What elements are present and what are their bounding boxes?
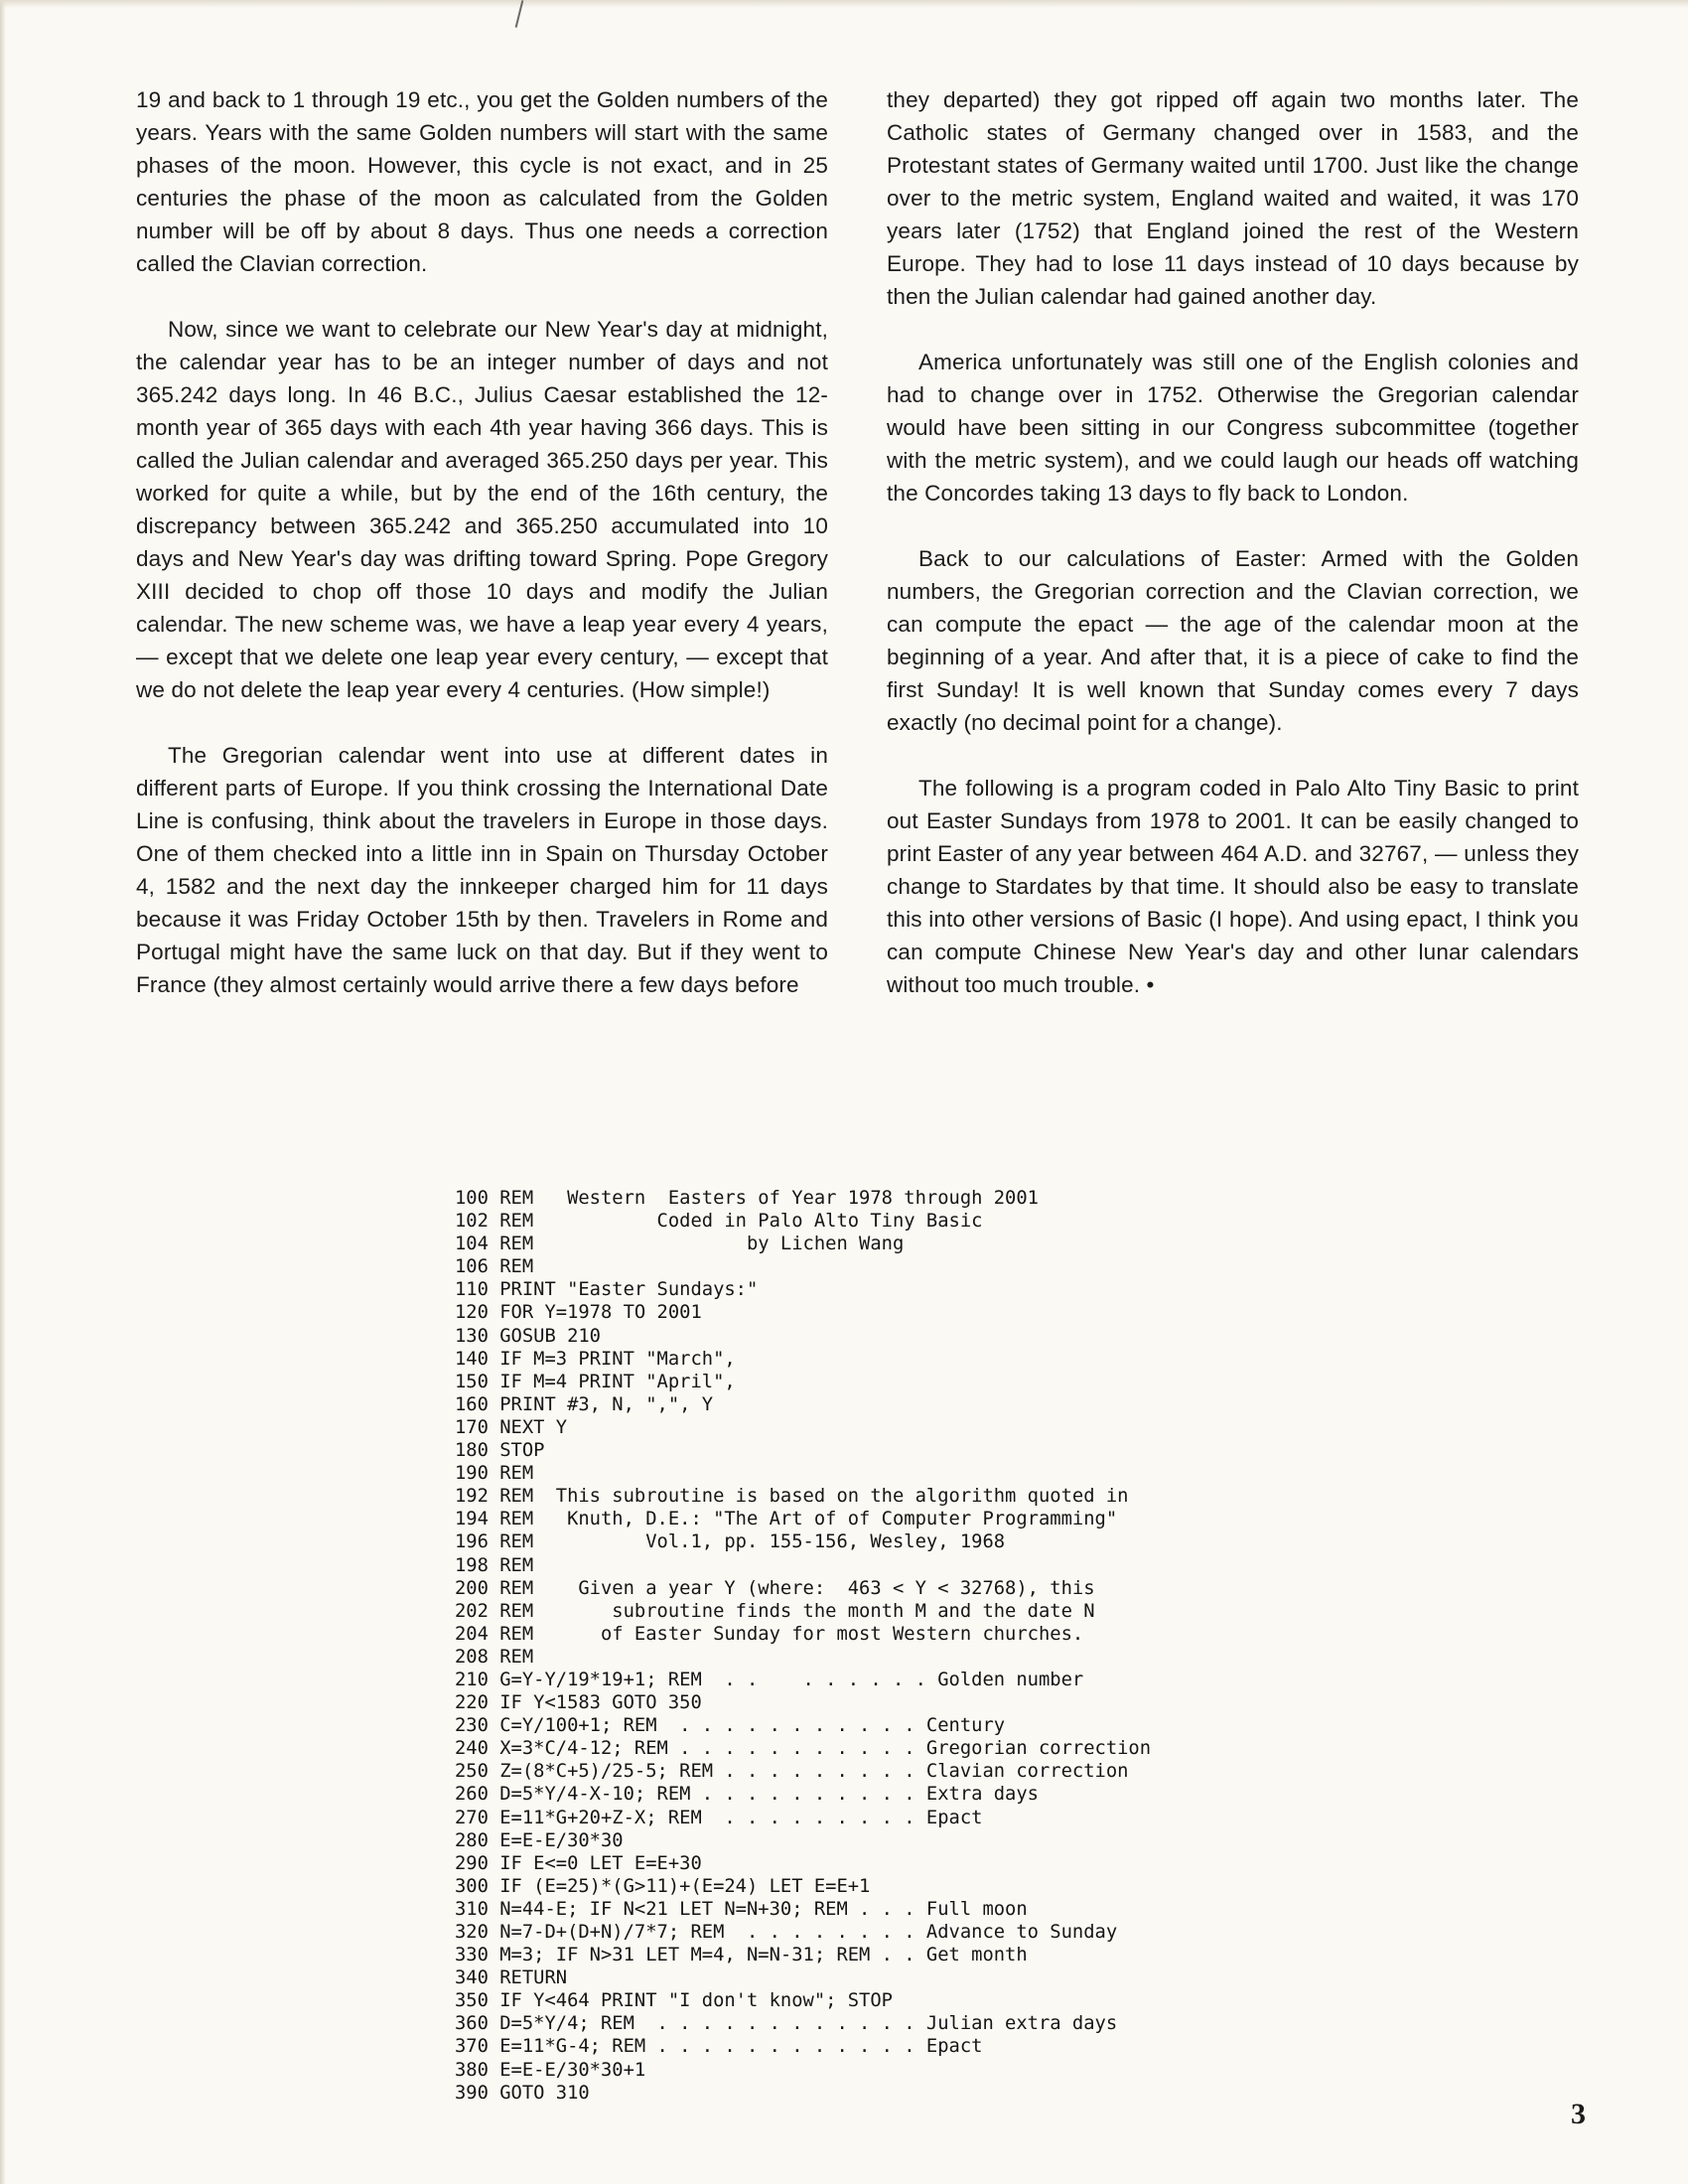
code-line: 340 RETURN: [455, 1967, 568, 1989]
code-line: 110 PRINT "Easter Sundays:": [455, 1279, 759, 1301]
page-top-shadow: [0, 0, 1688, 8]
page-number: 3: [1571, 2098, 1586, 2130]
code-line: 270 E=11*G+20+Z-X; REM . . . . . . . . . Epact: [455, 1807, 983, 1828]
code-line: 104 REM by Lichen Wang: [455, 1234, 905, 1255]
left-paragraph-2: Now, since we want to celebrate our New Year's day at midnight, the calendar year has to be an integer number of days and not 365.242 days long. In 46 B.C., Julius Caesar established the 12-month year of 365 days with each 4th year having 366 days. This is called the Julian calendar and averaged 365.250 days per year. This worked for quite a while, but by the end of the 16th century, the discrepancy between 365.242 and 365.250 accumulated into 10 days and New Year's day was drifting toward Spring. Pope Gregory XIII decided to chop off those 10 days and modify the Julian calendar. The new scheme was, we have a leap year every 4 years, — except that we delete one leap year every century, — except that we do not delete the leap year every 4 centuries. (How simple!): [136, 317, 828, 702]
code-line: 240 X=3*C/4-12; REM . . . . . . . . . . . Gregorian correction: [455, 1738, 1152, 1760]
page-edge-shadow: [0, 0, 6, 2184]
basic-program-listing: [455, 1187, 1348, 2105]
left-text-column: [136, 83, 828, 1034]
code-line: 260 D=5*Y/4-X-10; REM . . . . . . . . . . Extra days: [455, 1784, 1039, 1806]
code-line: 170 NEXT Y: [455, 1416, 568, 1438]
code-line: 106 REM: [455, 1256, 534, 1278]
code-line: 102 REM Coded in Palo Alto Tiny Basic: [455, 1211, 983, 1233]
code-line: 150 IF M=4 PRINT "April",: [455, 1371, 736, 1392]
code-line: 360 D=5*Y/4; REM . . . . . . . . . . . . Julian extra days: [455, 2013, 1118, 2035]
code-line: 230 C=Y/100+1; REM . . . . . . . . . . . Century: [455, 1715, 1006, 1737]
code-line: 390 GOTO 310: [455, 2082, 590, 2104]
code-line: 202 REM subroutine finds the month M and the date N: [455, 1600, 1095, 1622]
code-line: 210 G=Y-Y/19*19+1; REM . . . . . . . . Golden number: [455, 1669, 1084, 1690]
code-line: 290 IF E<=0 LET E=E+30: [455, 1852, 702, 1874]
code-line: 208 REM: [455, 1646, 534, 1668]
code-line: 204 REM of Easter Sunday for most Western churches.: [455, 1623, 1084, 1645]
code-line: 380 E=E-E/30*30+1: [455, 2059, 646, 2081]
code-line: 190 REM: [455, 1463, 534, 1485]
code-line: 320 N=7-D+(D+N)/7*7; REM . . . . . . . . Advance to Sunday: [455, 1922, 1118, 1943]
code-line: 120 FOR Y=1978 TO 2001: [455, 1302, 702, 1324]
code-line: 196 REM Vol.1, pp. 155-156, Wesley, 1968: [455, 1531, 1006, 1553]
code-line: 330 M=3; IF N>31 LET M=4, N=N-31; REM . . Get month: [455, 1945, 1028, 1966]
code-line: 300 IF (E=25)*(G>11)+(E=24) LET E=E+1: [455, 1875, 871, 1897]
code-line: 370 E=11*G-4; REM . . . . . . . . . . . . Epact: [455, 2036, 983, 2058]
code-line: 310 N=44-E; IF N<21 LET N=N+30; REM . . . Full moon: [455, 1898, 1028, 1920]
code-line: 350 IF Y<464 PRINT "I don't know"; STOP: [455, 1990, 893, 2012]
right-paragraph-4: The following is a program coded in Palo Alto Tiny Basic to print out Easter Sundays from 1978 to 2001. It can be easily changed to print Easter of any year between 464 A.D. and 32767, — unless they change to Stardates by that time. It should also be easy to translate this into other versions of Basic (I hope). And using epact, I think you can compute Chinese New Year's day and other lunar calendars without too much trouble. •: [887, 776, 1579, 997]
code-line: 130 GOSUB 210: [455, 1325, 601, 1347]
code-line: 194 REM Knuth, D.E.: "The Art of of Computer Programming": [455, 1509, 1118, 1530]
right-paragraph-2: America unfortunately was still one of the English colonies and had to change over in 1752. Otherwise the Gregorian calendar would have been sitting in our Congress subcommittee (together with the metric system), and we could laugh our heads off watching the Concordes taking 13 days to fly back to London.: [887, 350, 1579, 506]
left-paragraph-1: 19 and back to 1 through 19 etc., you get the Golden numbers of the years. Years with the same Golden numbers will start with the same phases of the moon. However, this cycle is not exact, and in 25 centuries the phase of the moon as calculated from the Golden number will be off by about 8 days. Thus one needs a correction called the Clavian correction.: [136, 87, 828, 276]
code-line: 180 STOP: [455, 1440, 545, 1462]
code-line: 198 REM: [455, 1554, 534, 1576]
right-paragraph-3: Back to our calculations of Easter: Armed with the Golden numbers, the Gregorian correction and the Clavian correction, we can compute the epact — the age of the calendar moon at the beginning of a year. And after that, it is a piece of cake to find the first Sunday! It is well known that Sunday comes every 7 days exactly (no decimal point for a change).: [887, 546, 1579, 735]
right-paragraph-1: they departed) they got ripped off again two months later. The Catholic states of Germany changed over in 1583, and the Protestant states of Germany waited until 1700. Just like the change over to the metric system, England waited and waited, it was 170 years later (1752) that England joined the rest of the Western Europe. They had to lose 11 days instead of 10 days because by then the Julian calendar had gained another day.: [887, 87, 1579, 309]
code-line: 140 IF M=3 PRINT "March",: [455, 1348, 736, 1370]
code-line: 100 REM Western Easters of Year 1978 through 2001: [455, 1188, 1039, 1209]
code-line: 160 PRINT #3, N, ",", Y: [455, 1393, 714, 1415]
code-line: 280 E=E-E/30*30: [455, 1829, 624, 1851]
code-line: 192 REM This subroutine is based on the algorithm quoted in: [455, 1486, 1129, 1508]
left-paragraph-3: The Gregorian calendar went into use at different dates in different parts of Europe. If you think crossing the International Date Line is confusing, think about the travelers in Europe in those days. One of them checked into a little inn in Spain on Thursday October 4, 1582 and the next day the innkeeper charged him for 11 days because it was Friday October 15th by then. Travelers in Rome and Portugal might have the same luck on that day. But if they went to France (they almost certainly would arrive there a few days before: [136, 743, 828, 997]
code-line: 200 REM Given a year Y (where: 463 < Y < 32768), this: [455, 1577, 1095, 1599]
code-line: 250 Z=(8*C+5)/25-5; REM . . . . . . . . . Clavian correction: [455, 1761, 1129, 1783]
code-line: 220 IF Y<1583 GOTO 350: [455, 1692, 702, 1714]
right-text-column: [887, 83, 1579, 1034]
